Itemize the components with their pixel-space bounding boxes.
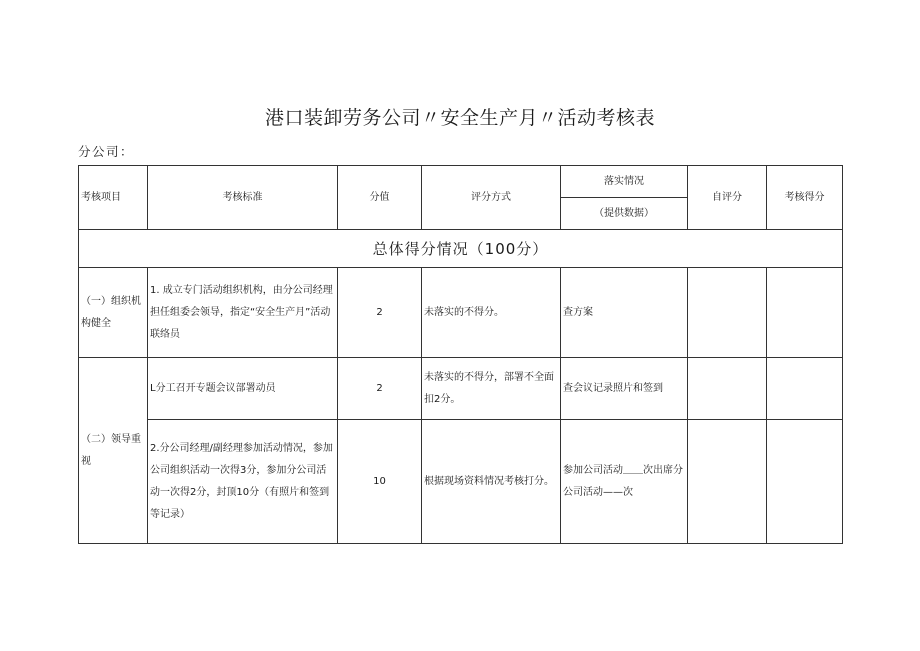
row-impl: 查会议记录照片和签到	[561, 358, 688, 420]
header-row-1	[79, 166, 843, 198]
row-impl: 查方案	[561, 268, 688, 358]
row-score: 2	[338, 268, 422, 358]
company-label: 分公司：	[78, 144, 135, 159]
row-self-score[interactable]	[688, 358, 767, 420]
header-score: 分值	[338, 166, 422, 230]
header-item: 考核项目	[79, 166, 148, 230]
header-self-score: 自评分	[688, 166, 767, 230]
row-self-score[interactable]	[688, 420, 767, 544]
row-standard: 2.分公司经理/副经理参加活动情况，参加公司组织活动一次得3分，参加分公司活动一次得2分，封顶10分（有照片和签到等记录）	[148, 420, 338, 544]
row-score: 2	[338, 358, 422, 420]
row-assess-score[interactable]	[767, 420, 843, 544]
assessment-table	[78, 165, 843, 544]
header-impl: 落实情况	[561, 166, 688, 198]
row-method: 未落实的不得分，部署不全面扣2分。	[422, 358, 561, 420]
row-assess-score[interactable]	[767, 358, 843, 420]
row-assess-score[interactable]	[767, 268, 843, 358]
page-title: 港口装卸劳务公司〃安全生产月〃活动考核表	[264, 107, 655, 129]
row-self-score[interactable]	[688, 268, 767, 358]
table-row	[79, 268, 843, 358]
header-assess-score: 考核得分	[767, 166, 843, 230]
table-row	[79, 358, 843, 420]
row-impl: 参加公司活动＿＿次出席分公司活动——次	[561, 420, 688, 544]
row-item: （二）领导重视	[79, 358, 148, 544]
row-standard: 1. 成立专门活动组织机构，由分公司经理担任组委会领导，指定“安全生产月”活动联络员	[148, 268, 338, 358]
header-standard: 考核标准	[148, 166, 338, 230]
row-standard: L分工召开专题会议部署动员	[148, 358, 338, 420]
header-impl-sub: （提供数据）	[561, 198, 688, 230]
header-method: 评分方式	[422, 166, 561, 230]
table-row	[79, 420, 843, 544]
section-title: 总体得分情况（100分）	[79, 230, 843, 268]
section-row	[79, 230, 843, 268]
row-item: （一）组织机构健全	[79, 268, 148, 358]
row-method: 未落实的不得分。	[422, 268, 561, 358]
row-score: 10	[338, 420, 422, 544]
row-method: 根据现场资料情况考核打分。	[422, 420, 561, 544]
